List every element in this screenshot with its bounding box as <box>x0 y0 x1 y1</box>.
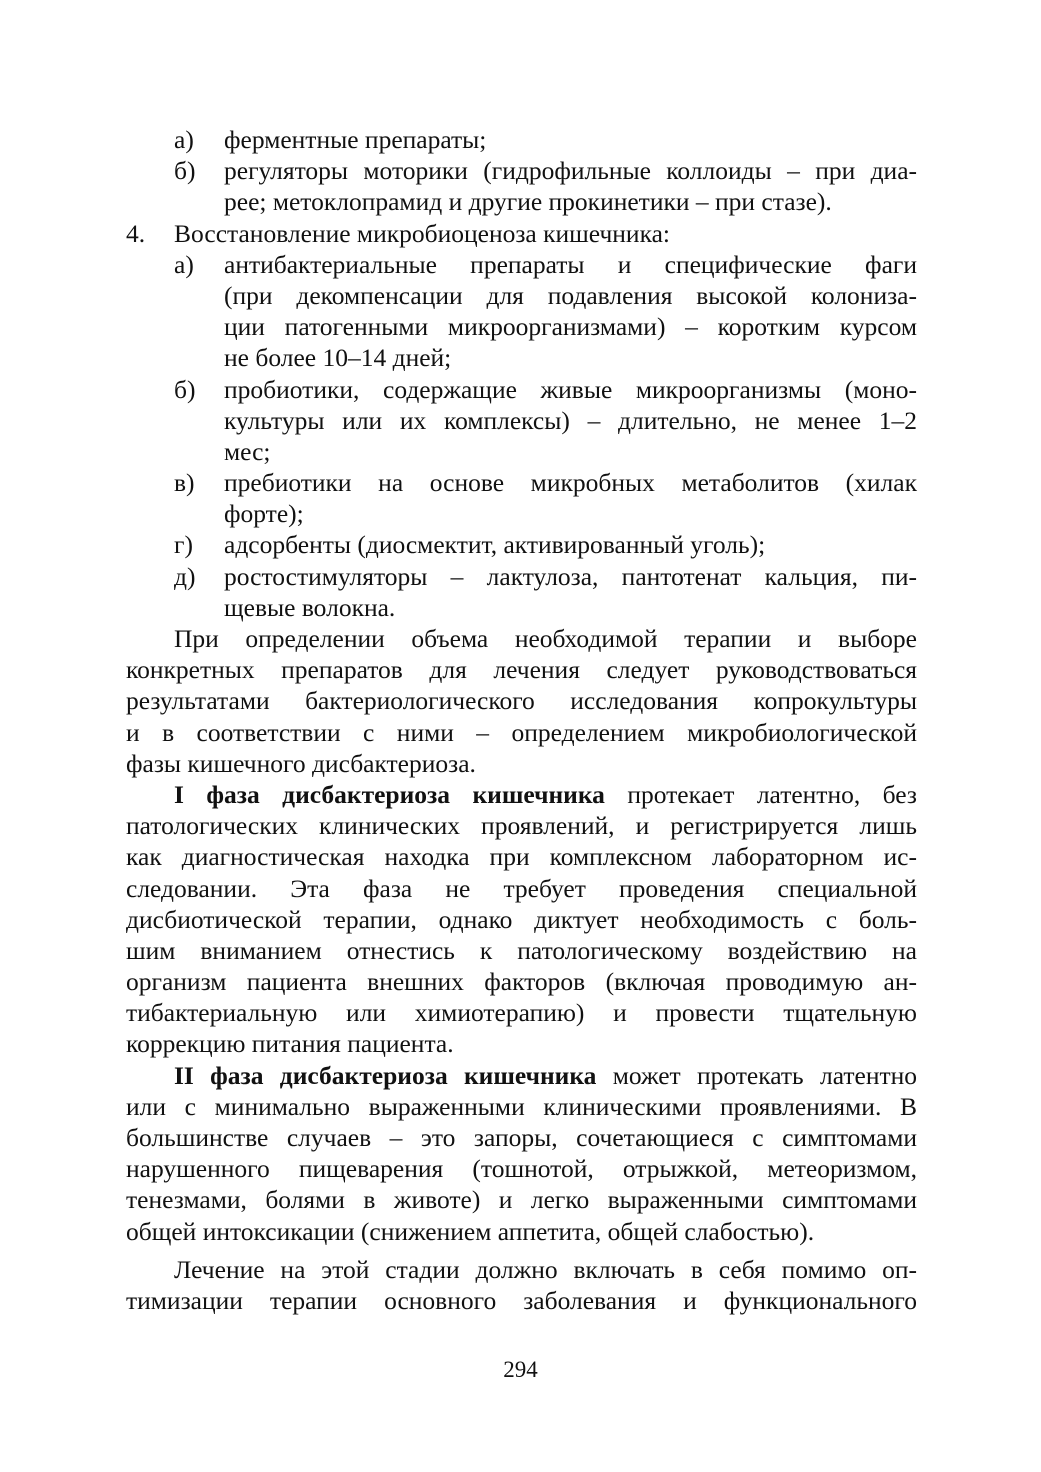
paragraph-text-rest: протекает латентно, без <box>604 779 917 809</box>
paragraph-text: патологических клинических проявлений, и регистрируется лишь <box>126 811 917 841</box>
list-item-b-probiotics-cont <box>126 436 917 467</box>
list-label: д) <box>174 561 196 591</box>
paragraph-text: нарушенного пищеварения (тошнотой, отрыжкой, метеоризмом, <box>126 1154 917 1184</box>
paragraph-line <box>126 873 917 904</box>
list-text: щевые волокна. <box>224 592 396 622</box>
list-label: б) <box>174 374 196 404</box>
paragraph-line <box>126 1060 917 1091</box>
list-text: пребиотики на основе микробных метаболитов (хилак <box>224 468 917 498</box>
paragraph-line <box>126 1254 917 1285</box>
paragraph-line <box>126 1184 917 1215</box>
paragraph-text: конкретных препаратов для лечения следует руководствоваться <box>126 655 917 685</box>
paragraph-text: дисбиотической терапии, однако диктует необходимость с боль- <box>126 904 917 934</box>
paragraph-text: тенезмами, болями в животе) и легко выраженными симптомами <box>126 1185 917 1215</box>
paragraph-line <box>126 997 917 1028</box>
list-label: в) <box>174 468 195 498</box>
list-text: рее; метоклопрамид и другие прокинетики – при стазе). <box>224 187 832 217</box>
paragraph-line <box>126 1122 917 1153</box>
list-text: ции патогенными микроорганизмами) – коротким курсом <box>224 312 917 342</box>
list-text: адсорбенты (диосмектит, активированный уголь); <box>224 530 766 560</box>
paragraph-text <box>174 779 917 810</box>
paragraph-text: большинстве случаев – это запоры, сочетающиеся с симптомами <box>126 1123 917 1152</box>
list-item-b-probiotics <box>126 374 917 405</box>
paragraph-text: организм пациента внешних факторов (включая проводимую ан- <box>126 967 917 997</box>
page-number: 294 <box>503 1357 538 1382</box>
paragraph-gap <box>126 1247 917 1254</box>
list-label: г) <box>174 530 193 560</box>
paragraph-line <box>126 810 917 841</box>
paragraph-line <box>126 841 917 872</box>
paragraph-text: общей интоксикации (снижением аппетита, общей слабостью). <box>126 1216 815 1246</box>
list-text: (при декомпенсации для подавления высокой колониза- <box>224 280 917 310</box>
list-item-d-growth-stimulators-cont <box>126 592 917 623</box>
paragraph-line <box>126 1091 917 1122</box>
list-label: 4. <box>126 218 146 248</box>
list-item-a-antibacterial-cont <box>126 280 917 311</box>
list-item-a-antibacterial <box>126 249 917 280</box>
paragraph-text: Лечение на этой стадии должно включать в себя помимо оп- <box>174 1254 917 1284</box>
paragraph-line <box>126 1028 917 1059</box>
list-text: форте); <box>224 499 304 529</box>
list-label: а) <box>174 249 194 279</box>
paragraph-text: тимизации терапии основного заболевания и функционального <box>126 1285 917 1315</box>
list-text: не более 10–14 дней; <box>224 343 452 373</box>
paragraph-text: следовании. Эта фаза не требует проведения специальной <box>126 873 917 903</box>
phase-1-heading: I фаза дисбактериоза кишечника <box>174 779 605 809</box>
paragraph-text: или с минимально выраженными клиническими проявлениями. В <box>126 1091 917 1121</box>
paragraph-line <box>126 935 917 966</box>
paragraph-line <box>126 623 917 654</box>
list-item-b-motility-cont <box>126 186 917 217</box>
list-text: культуры или их комплексы) – длительно, не менее 1–2 <box>224 405 917 435</box>
list-text: антибактериальные препараты и специфические фаги <box>224 249 917 279</box>
paragraph-text: фазы кишечного дисбактериоза. <box>126 748 476 778</box>
paragraph-text: коррекцию питания пациента. <box>126 1029 454 1059</box>
paragraph-line <box>126 748 917 779</box>
paragraph-line <box>126 904 917 935</box>
paragraph-line <box>126 654 917 685</box>
paragraph-line <box>126 1285 917 1316</box>
list-label: а) <box>174 125 194 154</box>
paragraph-text: результатами бактериологического исследования копрокультуры <box>126 686 917 716</box>
list-text: пробиотики, содержащие живые микроорганизмы (моно- <box>224 374 917 404</box>
list-item-v-prebiotics <box>126 467 917 498</box>
paragraph-text-rest: может протекать латентно <box>596 1060 917 1090</box>
list-item-v-prebiotics-cont <box>126 498 917 529</box>
list-text: ростостимуляторы – лактулоза, пантотенат кальция, пи- <box>224 561 917 591</box>
list-item-d-growth-stimulators <box>126 561 917 592</box>
list-text: ферментные препараты; <box>224 125 487 154</box>
paragraph-line <box>126 966 917 997</box>
paragraph-line <box>126 717 917 748</box>
page-body <box>126 124 917 1316</box>
list-item-g-adsorbents <box>126 529 917 560</box>
list-item-a-enzymes <box>126 124 917 155</box>
paragraph-text: и в соответствии с ними – определением микробиологической <box>126 717 917 747</box>
list-text: регуляторы моторики (гидрофильные коллоиды – при диа- <box>224 156 917 186</box>
list-text: Восстановление микробиоценоза кишечника: <box>174 218 670 248</box>
paragraph-line <box>126 1216 917 1247</box>
list-item-a-antibacterial-cont <box>126 342 917 373</box>
list-label: б) <box>174 156 196 186</box>
phase-2-heading: II фаза дисбактериоза кишечника <box>174 1060 597 1090</box>
paragraph-line <box>126 1153 917 1184</box>
paragraph-line <box>126 779 917 810</box>
paragraph-text: шим вниманием отнестись к патологическому воздействию на <box>126 935 917 965</box>
list-item-4-microbiocenosis <box>126 218 917 249</box>
list-item-a-antibacterial-cont <box>126 311 917 342</box>
list-item-b-probiotics-cont <box>126 405 917 436</box>
paragraph-text <box>174 1060 917 1091</box>
paragraph-text: При определении объема необходимой терапии и выборе <box>174 624 917 653</box>
list-item-b-motility <box>126 155 917 186</box>
paragraph-text: как диагностическая находка при комплексном лабораторном ис- <box>126 842 917 872</box>
paragraph-line <box>126 685 917 716</box>
list-text: мес; <box>224 436 271 466</box>
paragraph-text: тибактериальную или химиотерапию) и провести тщательную <box>126 998 917 1028</box>
